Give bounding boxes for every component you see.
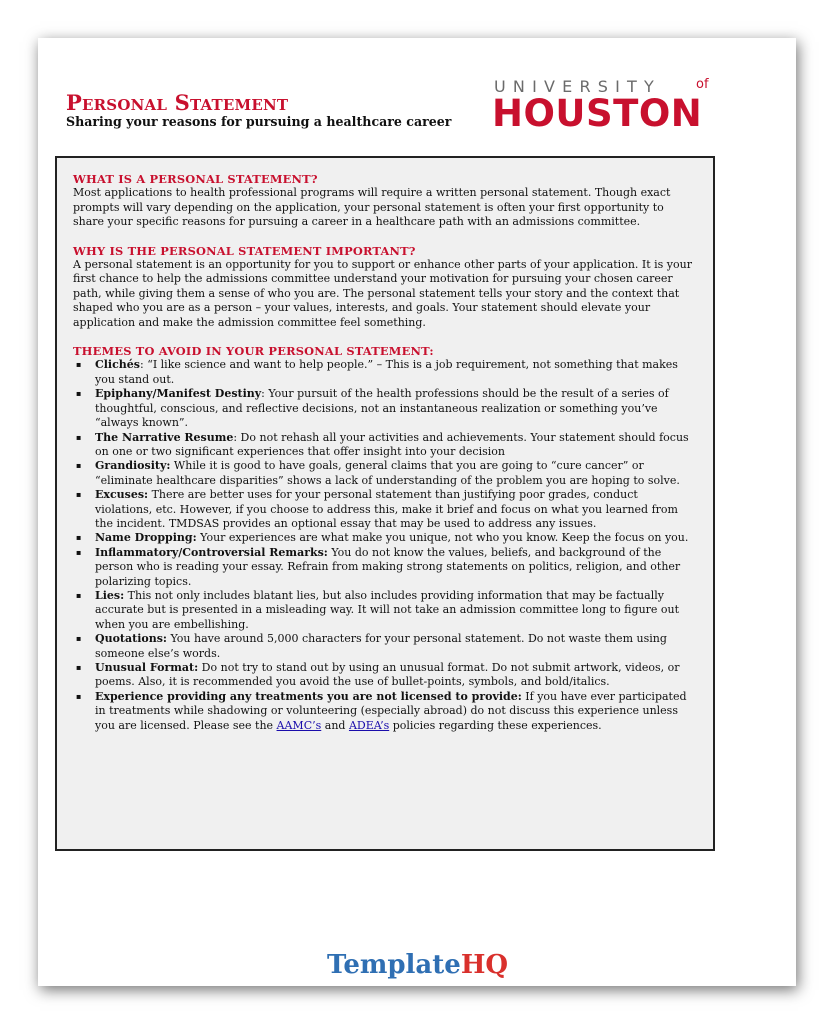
logo-university-text: UNIVERSITY — [494, 77, 661, 96]
theme-term: Lies: — [95, 588, 125, 602]
theme-term: Inflammatory/Controversial Remarks: — [95, 545, 328, 559]
list-item — [73, 459, 697, 488]
list-item — [73, 589, 697, 632]
theme-text: This not only includes blatant lies, but also includes providing information that may be factually accurate but is presented in a misleading way. It will not take an admission committee long to figure out when you are embellishing. — [95, 588, 680, 631]
theme-term: Name Dropping: — [95, 531, 197, 545]
bullet-icon: ▪ — [76, 360, 82, 370]
theme-term: Experience providing any treatments you are not licensed to provide: — [95, 689, 522, 703]
theme-text: Do not try to stand out by using an unusual format. Do not submit artwork, videos, or poems. Also, it is recommended you avoid the use of bullet-points, symbols, and bold/italics. — [95, 661, 680, 689]
theme-text: : Do not rehash all your activities and achievements. Your statement should focus on one or two significant experiences that offer insight into your decision — [95, 430, 689, 458]
adea-link[interactable]: ADEA’s — [348, 718, 390, 732]
theme-text: Your experiences are what make you unique, not who you know. Keep the focus on you. — [196, 531, 689, 545]
section-heading-themes: THEMES TO AVOID IN YOUR PERSONAL STATEMENT: — [73, 344, 434, 359]
theme-text-end: policies regarding these experiences. — [389, 718, 602, 732]
theme-term: The Narrative Resume — [95, 430, 234, 444]
theme-text: While it is good to have goals, general claims that you are going to “cure cancer” or “eliminate healthcare disparities” shows a lack of understanding of the problem you are hoping to solve. — [95, 459, 680, 487]
templatehq-logo — [0, 950, 835, 980]
theme-text: You do not know the values, beliefs, and background of the person who is reading your essay. Refrain from making strong statements on politics, religion, and other polarizing topics. — [95, 545, 681, 588]
list-item — [73, 488, 697, 531]
bullet-icon: ▪ — [76, 461, 82, 471]
bullet-icon: ▪ — [76, 533, 82, 543]
page-title: Personal Statement — [66, 90, 289, 115]
theme-text: : Your pursuit of the health professions should be the result of a series of thoughtful, conscious, and reflective decisions, not an instantaneous realization or something you’ve “always known”. — [95, 387, 669, 430]
logo-of-text: of — [696, 77, 709, 92]
section-body-what: Most applications to health professional programs will require a written personal statement. Though exact prompts will vary depending on the application, your personal statement is often your first opportunity to share your specific reasons for pursuing a career in a healthcare path with an admissions committee. — [73, 186, 671, 229]
theme-term: Epiphany/Manifest Destiny — [95, 387, 262, 401]
list-item — [73, 387, 697, 430]
list-item — [73, 632, 697, 661]
bullet-icon: ▪ — [76, 389, 82, 399]
brand-part2: HQ — [460, 950, 509, 980]
section-body-why: A personal statement is an opportunity for you to support or enhance other parts of your application. It is your first chance to help the admissions committee understand your motivation for pursuing your chosen career path, while giving them a sense of who you are. The personal statement tells your story and the context that shaped who you are as a person – your values, interests, and goals. Your statement should elevate your application and make the admission committee feel something. — [73, 258, 692, 329]
list-item — [73, 358, 697, 387]
aamc-link[interactable]: AAMC’s — [276, 718, 322, 732]
themes-list — [73, 358, 697, 733]
page-subtitle: Sharing your reasons for pursuing a healthcare career — [66, 114, 452, 129]
theme-term: Unusual Format: — [95, 661, 199, 674]
theme-term: Quotations: — [95, 632, 167, 646]
bullet-icon: ▪ — [76, 432, 82, 442]
list-item — [73, 546, 697, 589]
section-heading-what: WHAT IS A PERSONAL STATEMENT? — [73, 172, 318, 186]
and-text: and — [321, 718, 349, 732]
bullet-icon: ▪ — [76, 634, 82, 644]
content-box — [55, 156, 715, 851]
brand-part1: Template — [326, 950, 461, 980]
theme-term: Grandiosity: — [95, 459, 171, 473]
bullet-icon: ▪ — [76, 663, 82, 672]
list-item — [73, 431, 697, 460]
theme-text: If you have ever participated in treatments while shadowing or volunteering (especially abroad) do not discuss this experience unless you are licensed. Please see the — [95, 689, 687, 732]
theme-text: There are better uses for your personal statement than justifying poor grades, conduct violations, etc. However, if you choose to address this, make it brief and focus on what you learned from the incident. TMDSAS provides an optional essay that may be used to address any issues. — [95, 488, 678, 530]
list-item — [73, 531, 697, 545]
bullet-icon: ▪ — [76, 490, 82, 500]
bullet-icon: ▪ — [76, 590, 82, 600]
theme-term: Excuses: — [95, 488, 149, 502]
section-heading-why: WHY IS THE PERSONAL STATEMENT IMPORTANT? — [73, 243, 416, 258]
bullet-icon: ▪ — [76, 547, 82, 557]
theme-term: Clichés — [95, 358, 140, 372]
list-item — [73, 690, 697, 733]
theme-text: : “I like science and want to help people.” – This is a job requirement, not something that makes you stand out. — [95, 358, 678, 386]
list-item — [73, 661, 697, 690]
bullet-icon: ▪ — [76, 691, 82, 701]
theme-text: You have around 5,000 characters for your personal statement. Do not waste them using someone else’s words. — [95, 632, 667, 660]
logo-houston-text: HOUSTON — [492, 92, 703, 135]
